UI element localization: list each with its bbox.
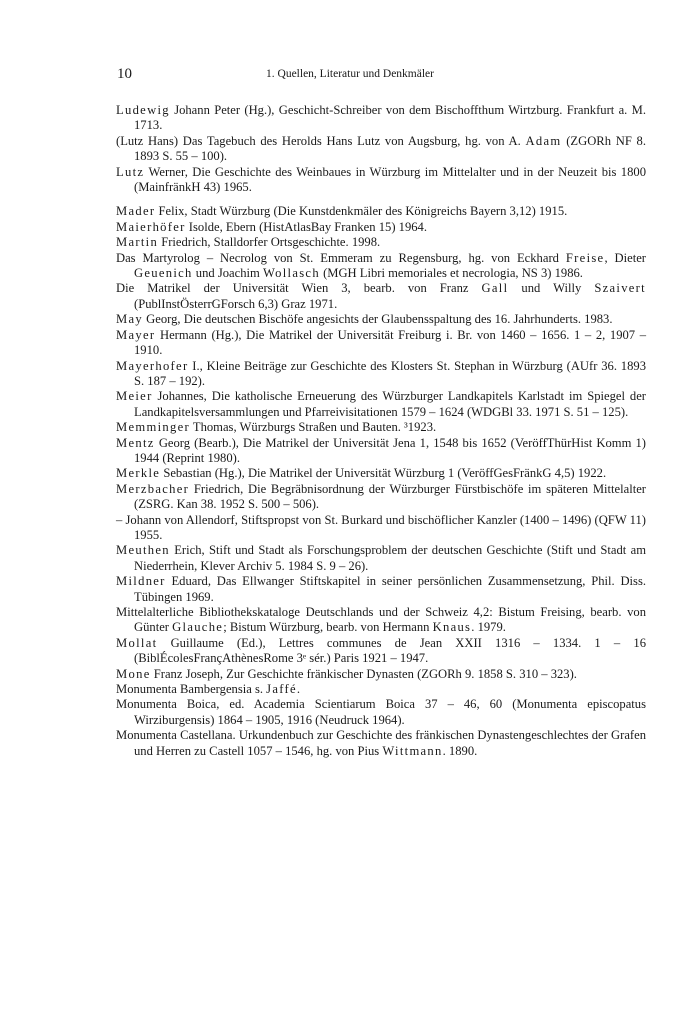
entry-author: Mayer	[116, 327, 156, 342]
entry-text: . 1890.	[442, 743, 478, 758]
bib-entry	[116, 667, 646, 682]
entry-author: Mentz	[116, 435, 155, 450]
bib-entry	[116, 134, 646, 165]
entry-text: Georg (Bearb.), Die Matrikel der Universität Jena 1, 1548 bis 1652 (VeröffThürHist Komm 1) 1944 (Reprint 1980).	[134, 435, 646, 465]
bib-entry	[116, 466, 646, 481]
entry-author: Ludewig	[116, 103, 170, 117]
entry-text: . 1979.	[471, 620, 506, 635]
bib-entry	[116, 235, 646, 250]
entry-text: – Johann von Allendorf, Stiftspropst von St. Burkard und bischöflicher Kanzler (1400 – 1496) (QFW 11) 1955.	[116, 512, 646, 542]
running-head: 1. Quellen, Literatur und Denkmäler	[266, 68, 434, 80]
bibliography-list	[116, 103, 646, 759]
entry-text: Franz Joseph, Zur Geschichte fränkischer Dynasten (ZGORh 9. 1858 S. 310 – 323).	[150, 666, 577, 681]
entry-author: Geuenich	[134, 266, 193, 281]
bib-entry	[116, 312, 646, 327]
entry-text: (ZGORh NF 8. 1893 S. 55 – 100).	[134, 133, 646, 164]
bib-entry	[116, 165, 646, 196]
entry-text: und Willy	[508, 281, 595, 296]
bib-entry	[116, 697, 646, 728]
entry-author: Mildner	[116, 574, 166, 589]
entry-text: Monumenta Castellana. Urkundenbuch zur Geschichte des fränkischen Dynastengeschlechtes der Grafen und Herren zu Castell 1057 – 1546, hg. von Pius	[116, 728, 646, 758]
entry-author: Mollat	[116, 635, 158, 650]
entry-text: Guillaume (Ed.), Lettres communes de Jean XXII 1316 – 1334. 1 – 16 (BiblÉcolesFrançAthènesRome 3ᵉ sér.) Paris 1921 – 1947.	[134, 635, 646, 666]
entry-text: Eduard, Das Ellwanger Stiftskapitel in seiner persönlichen Zusammensetzung, Phil. Diss. Tübingen 1969.	[134, 574, 646, 604]
page-number: 10	[117, 66, 132, 82]
entry-author: Maierhöfer	[116, 219, 186, 234]
entry-text: Friedrich, Die Begräbnisordnung der Würzburger Fürstbischöfe im späteren Mittelalter (ZSRG. Kan 38. 1952 S. 500 – 506).	[134, 481, 646, 512]
entry-author: Merzbacher	[116, 481, 190, 496]
entry-text: Friedrich, Stalldorfer Ortsgeschichte. 1998.	[158, 235, 381, 250]
entry-text: Johannes, Die katholische Erneuerung des Würzburger Landkapitels Karlstadt im Spiegel der Landkapitelsversammlungen und Pfarreivisitationen 1579 – 1624 (WDGBl 33. 1971 S. 51 – 125).	[134, 389, 646, 419]
entry-author: Mayerhofer	[116, 358, 189, 373]
entry-text: Isolde, Ebern (HistAtlasBay Franken 15) 1964.	[185, 219, 427, 234]
entry-text: Monumenta Boica, ed. Academia Scientiarum Boica 37 – 46, 60 (Monumenta episcopatus Wirziburgensis) 1864 – 1905, 1916 (Neudruck 1964).	[116, 697, 646, 727]
entry-text: Mittelalterliche Bibliothekskataloge Deutschlands und der Schweiz 4,2: Bistum Freising, bearb. von Günter	[116, 605, 646, 635]
bib-entry	[116, 420, 646, 435]
bib-entry	[116, 204, 646, 219]
bib-entry	[116, 328, 646, 359]
entry-text: Die Matrikel der Universität Wien 3, bearb. von Franz	[116, 281, 482, 296]
entry-author: Mader	[116, 204, 156, 219]
bib-entry	[116, 513, 646, 544]
entry-text: Erich, Stift und Stadt als Forschungsproblem der deutschen Geschichte (Stift und Stadt am Niederrhein, Klever Archiv 5. 1984 S. 9 – 26).	[134, 543, 646, 573]
entry-text: Thomas, Würzburgs Straßen und Bauten. ³1923.	[189, 420, 437, 435]
bib-entry	[116, 574, 646, 605]
entry-author: Mone	[116, 666, 151, 681]
bib-entry	[116, 605, 646, 636]
entry-author: Merkle	[116, 466, 161, 481]
entry-text: Sebastian (Hg.), Die Matrikel der Universität Würzburg 1 (VeröffGesFränkG 4,5) 1922.	[160, 466, 607, 481]
entry-text: Werner, Die Geschichte des Weinbaues in Würzburg im Mittelalter und in der Neuzeit bis 1800 (MainfränkH 43) 1965.	[134, 164, 646, 195]
entry-text: Hermann (Hg.), Die Matrikel der Universität Freiburg i. Br. von 1460 – 1656. 1 – 2, 1907 – 1910.	[134, 327, 646, 358]
entry-text: (MGH Libri memoriales et necrologia, NS 3) 1986.	[319, 266, 583, 281]
entry-author: Martin	[116, 235, 159, 250]
bib-entry	[116, 636, 646, 667]
entry-author: Wollasch	[262, 266, 320, 281]
bib-entry	[116, 281, 646, 312]
bib-entry	[116, 728, 646, 759]
entry-author: Gall	[481, 281, 509, 296]
entry-author: Freise	[565, 250, 605, 265]
entry-text: I., Kleine Beiträge zur Geschichte des Klosters St. Stephan in Würzburg (AUfr 36. 1893 S. 187 – 192).	[134, 358, 646, 388]
bib-entry	[116, 389, 646, 420]
entry-author: May	[116, 312, 143, 327]
entry-text: ; Bistum Würzburg, bearb. von Hermann	[223, 620, 433, 635]
bib-entry	[116, 482, 646, 513]
entry-author: Adam	[525, 133, 562, 148]
entry-text: (PublInstÖsterrGForsch 6,3) Graz 1971.	[134, 296, 338, 311]
entry-text: Das Martyrolog – Necrolog von St. Emmeram zu Regensburg, hg. von Eckhard	[116, 250, 566, 265]
entry-text: (Lutz Hans) Das Tagebuch des Herolds Hans Lutz von Augsburg, hg. von A.	[116, 133, 526, 148]
bib-entry	[116, 220, 646, 235]
entry-text: , Dieter	[604, 250, 647, 265]
bib-entry	[116, 543, 646, 574]
entry-text: Georg, Die deutschen Bischöfe angesichts der Glaubensspaltung des 16. Jahrhunderts. 1983.	[143, 312, 613, 327]
entry-text: und Joachim	[192, 266, 263, 281]
entry-author: Meier	[116, 389, 153, 404]
entry-author: Memminger	[116, 420, 190, 435]
bib-entry	[116, 682, 646, 697]
entry-author: Jaffé	[266, 682, 297, 697]
entry-author: Glauche	[172, 620, 224, 635]
entry-author: Szaivert	[594, 281, 646, 296]
bib-entry	[116, 103, 646, 134]
entry-author: Knaus	[432, 620, 472, 635]
bib-entry	[116, 251, 646, 282]
entry-author: Lutz	[116, 164, 145, 179]
entry-author: Wittmann	[382, 743, 443, 758]
entry-text: Johann Peter (Hg.), Geschicht-Schreiber von dem Bischoffthum Wirtzburg. Frankfurt a. M. 1713.	[134, 103, 646, 133]
entry-author: Meuthen	[116, 543, 170, 558]
bib-entry	[116, 359, 646, 390]
bib-entry	[116, 436, 646, 467]
entry-text: Monumenta Bambergensia s.	[116, 682, 267, 697]
entry-text: Felix, Stadt Würzburg (Die Kunstdenkmäler des Königreichs Bayern 3,12) 1915.	[155, 204, 568, 219]
entry-text: .	[296, 682, 301, 697]
